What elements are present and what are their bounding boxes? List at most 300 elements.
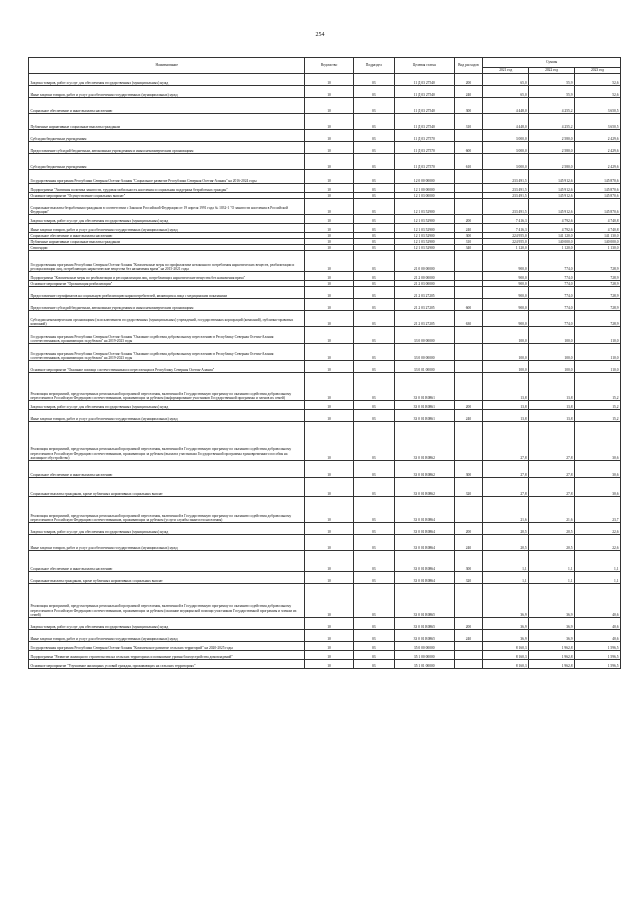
row-csr: 21 2 03 27205 — [394, 311, 454, 327]
budget-table — [28, 57, 621, 669]
row-vr: 240 — [454, 224, 483, 233]
row-2021: 7 416,3 — [483, 224, 529, 233]
row-vr: 300 — [454, 551, 483, 572]
row-2022: 774,0 — [529, 299, 575, 311]
row-name: Основное мероприятие "Улучшение жилищных условий граждан, проживающих на сельских территориях" — [29, 660, 305, 669]
row-csr: 12 1 03 52900 — [394, 199, 454, 215]
row-ved: 10 — [305, 642, 353, 651]
row-ved: 10 — [305, 130, 353, 142]
row-name: Закупка товаров, работ и услуг для обеспечения государственных (муниципальных) нужд — [29, 401, 305, 410]
row-name: Социальные выплаты гражданам, кроме публичных нормативных социальных выплат — [29, 478, 305, 497]
table-row — [29, 618, 621, 630]
row-2021: 20,5 — [483, 535, 529, 551]
row-razdel: 03 — [353, 327, 394, 344]
row-csr: 21 2 00 00000 — [394, 272, 454, 281]
row-2021: 20,5 — [483, 523, 529, 535]
row-2022: 1,1 — [529, 572, 575, 584]
row-2023: 110,0 — [575, 344, 621, 361]
row-2021: 4 448,0 — [483, 98, 529, 114]
row-name: Реализация мероприятий, предусмотренных региональной программой переселения, включенной в Государственную программу по оказанию содействия добровольному переселению в Российскую Федерацию соотечественников, проживающих за рубежом (информирование участников Государственной программы и членов их семей) — [29, 373, 305, 401]
row-name: Иные закупки товаров, работ и услуг для обеспечения государственных (муниципальных) нужд — [29, 410, 305, 422]
row-vr: 240 — [454, 630, 483, 642]
row-razdel: 03 — [353, 233, 394, 239]
row-name: Реализация мероприятий, предусмотренных региональной программой переселения, включенной в Государственную программу по оказанию содействия добровольному переселению в Российскую Федерацию соотечественников, проживающих за рубежом (услуги службы занятости населения) — [29, 497, 305, 523]
row-vr — [454, 130, 483, 142]
row-2023: 145 870,6 — [575, 184, 621, 193]
row-csr: 11 Д 03 27540 — [394, 74, 454, 86]
row-vr: 240 — [454, 86, 483, 98]
row-csr: 33 0 01 R0864 — [394, 551, 454, 572]
row-2022: 13,8 — [529, 373, 575, 401]
col-ved-header: Ведомство — [305, 58, 353, 74]
row-razdel: 03 — [353, 224, 394, 233]
row-2023: 40,6 — [575, 618, 621, 630]
row-ved: 10 — [305, 184, 353, 193]
row-vr: 320 — [454, 478, 483, 497]
row-2021: 900,0 — [483, 272, 529, 281]
row-2021: 7 416,3 — [483, 215, 529, 224]
row-name: Субсидии бюджетным учреждениям — [29, 154, 305, 170]
row-2022: 21,6 — [529, 497, 575, 523]
row-razdel: 03 — [353, 461, 394, 478]
row-2023: 2 429,6 — [575, 142, 621, 154]
row-ved: 10 — [305, 272, 353, 281]
row-name: Реализация мероприятий, предусмотренных региональной программой переселения, включенной в Государственную программу по оказанию содействия добровольному переселению в Российскую Федерацию соотечественников, проживающих за рубежом (оказание медицинской помощи участникам Государственной программы и членам их семей) — [29, 584, 305, 618]
table-row — [29, 287, 621, 299]
row-2021: 8 160,3 — [483, 660, 529, 669]
row-ved: 10 — [305, 497, 353, 523]
row-name: Социальные выплаты гражданам, кроме публичных нормативных социальных выплат — [29, 572, 305, 584]
table-row — [29, 114, 621, 130]
row-ved: 10 — [305, 572, 353, 584]
row-2023: 4 740,8 — [575, 215, 621, 224]
row-2021: 233 491,5 — [483, 184, 529, 193]
row-ved: 10 — [305, 660, 353, 669]
row-ved: 10 — [305, 233, 353, 239]
row-csr: 12 1 03 52900 — [394, 239, 454, 245]
row-csr: 11 Д 03 27540 — [394, 86, 454, 98]
row-csr: 33 0 01 R0861 — [394, 410, 454, 422]
row-ved: 10 — [305, 170, 353, 184]
table-row — [29, 422, 621, 461]
row-vr: 310 — [454, 239, 483, 245]
row-2021: 100,0 — [483, 361, 529, 373]
row-ved: 10 — [305, 422, 353, 461]
table-row — [29, 299, 621, 311]
table-row — [29, 130, 621, 142]
row-vr: 240 — [454, 410, 483, 422]
row-2022: 1 962,8 — [529, 642, 575, 651]
row-ved: 10 — [305, 193, 353, 199]
row-2021: 8 160,3 — [483, 642, 529, 651]
col-razdel-header: Подраздел — [353, 58, 394, 74]
row-razdel: 03 — [353, 74, 394, 86]
table-row — [29, 199, 621, 215]
row-vr — [454, 272, 483, 281]
row-2023: 145 870,6 — [575, 193, 621, 199]
row-name: Основное мероприятие "Организация реабилитации" — [29, 281, 305, 287]
row-csr: 33 0 00 00000 — [394, 344, 454, 361]
row-vr: 600 — [454, 299, 483, 311]
page-number: 254 — [315, 32, 325, 38]
row-vr: 630 — [454, 311, 483, 327]
row-csr: 33 0 01 R0864 — [394, 535, 454, 551]
row-2023: 30,6 — [575, 478, 621, 497]
table-row — [29, 361, 621, 373]
row-2022: 145 912,6 — [529, 170, 575, 184]
table-row — [29, 401, 621, 410]
row-ved: 10 — [305, 74, 353, 86]
row-2021: 27,8 — [483, 422, 529, 461]
table-row — [29, 272, 621, 281]
row-ved: 10 — [305, 299, 353, 311]
row-vr: 610 — [454, 154, 483, 170]
row-vr — [454, 184, 483, 193]
row-vr — [454, 497, 483, 523]
row-name: Субсидии некоммерческим организациям (за исключением государственных (муниципальных) учреждений, государственных корпораций (компаний), публично-правовых компаний) — [29, 311, 305, 327]
row-2022: 2 580,0 — [529, 154, 575, 170]
row-2023: 110,0 — [575, 361, 621, 373]
row-2022: 2 580,0 — [529, 142, 575, 154]
row-vr: 600 — [454, 142, 483, 154]
row-ved: 10 — [305, 618, 353, 630]
row-razdel: 03 — [353, 584, 394, 618]
col-vr-header: Вид расходов — [454, 58, 483, 74]
row-razdel: 03 — [353, 199, 394, 215]
row-ved: 10 — [305, 535, 353, 551]
row-2023: 22,6 — [575, 535, 621, 551]
row-ved: 10 — [305, 154, 353, 170]
table-row — [29, 98, 621, 114]
table-row — [29, 170, 621, 184]
row-2021: 900,0 — [483, 281, 529, 287]
row-ved: 10 — [305, 245, 353, 251]
row-name: Иные закупки товаров, работ и услуг для обеспечения государственных (муниципальных) нужд — [29, 535, 305, 551]
row-razdel: 03 — [353, 572, 394, 584]
row-razdel: 03 — [353, 130, 394, 142]
row-2021: 36,9 — [483, 584, 529, 618]
row-name: Иные закупки товаров, работ и услуг для обеспечения государственных (муниципальных) нужд — [29, 630, 305, 642]
row-name: Основное мероприятие "Осуществление социальных выплат" — [29, 193, 305, 199]
row-name: Государственная программа Республики Северная Осетия-Алания "Социальное развитие Республики Северная Осетия-Алания" на 2016-2024 годы — [29, 170, 305, 184]
row-razdel: 03 — [353, 272, 394, 281]
row-2023: 52,6 — [575, 74, 621, 86]
row-2023: 30,6 — [575, 422, 621, 461]
row-2023: 728,9 — [575, 251, 621, 272]
row-2021: 100,0 — [483, 327, 529, 344]
row-2021: 1,1 — [483, 551, 529, 572]
row-vr — [454, 422, 483, 461]
table-row — [29, 551, 621, 572]
row-vr — [454, 584, 483, 618]
row-2023: 40,6 — [575, 584, 621, 618]
table-row — [29, 311, 621, 327]
table-row — [29, 497, 621, 523]
table-row — [29, 630, 621, 642]
row-2022: 100,0 — [529, 327, 575, 344]
row-2021: 900,0 — [483, 287, 529, 299]
table-row — [29, 584, 621, 618]
row-ved: 10 — [305, 344, 353, 361]
table-row — [29, 224, 621, 233]
row-csr: 33 0 01 R0862 — [394, 422, 454, 461]
row-name: Социальное обеспечение и иные выплаты населению — [29, 233, 305, 239]
row-2022: 13,8 — [529, 410, 575, 422]
row-2023: 15,2 — [575, 373, 621, 401]
row-2023: 1,1 — [575, 551, 621, 572]
row-csr: 12 0 00 00000 — [394, 170, 454, 184]
row-csr: 33 0 01 R0865 — [394, 630, 454, 642]
row-csr: 12 1 03 52900 — [394, 245, 454, 251]
row-2021: 8 160,3 — [483, 651, 529, 660]
row-name: Подпрограмма "Активная политика занятости, трудовая мобильность населения и социальная поддержка безработных граждан" — [29, 184, 305, 193]
row-ved: 10 — [305, 478, 353, 497]
row-2022: 140 000,0 — [529, 239, 575, 245]
row-vr — [454, 642, 483, 651]
row-razdel: 03 — [353, 299, 394, 311]
row-2021: 224 955,0 — [483, 233, 529, 239]
row-csr: 33 0 00 00000 — [394, 327, 454, 344]
row-csr: 33 0 01 R0862 — [394, 478, 454, 497]
row-2021: 224 955,0 — [483, 239, 529, 245]
row-csr: 11 Д 03 27570 — [394, 130, 454, 142]
row-2022: 36,9 — [529, 584, 575, 618]
row-2022: 1 120,0 — [529, 245, 575, 251]
row-2023: 145 870,6 — [575, 199, 621, 215]
row-2023: 40,6 — [575, 630, 621, 642]
row-csr: 33 0 01 R0861 — [394, 401, 454, 410]
row-2022: 100,0 — [529, 361, 575, 373]
table-row — [29, 251, 621, 272]
row-name: Предоставление субсидий бюджетным, автономным учреждениям и иным некоммерческим организациям — [29, 299, 305, 311]
row-vr: 200 — [454, 523, 483, 535]
row-vr — [454, 287, 483, 299]
table-row — [29, 86, 621, 98]
row-2021: 36,9 — [483, 630, 529, 642]
row-2023: 23,7 — [575, 497, 621, 523]
col-2021-header: 2021 год — [483, 68, 529, 74]
row-ved: 10 — [305, 287, 353, 299]
row-name: Иные закупки товаров, работ и услуг для обеспечения государственных (муниципальных) нужд — [29, 224, 305, 233]
row-2021: 233 491,5 — [483, 199, 529, 215]
row-razdel: 03 — [353, 114, 394, 130]
row-vr: 200 — [454, 215, 483, 224]
row-vr: 340 — [454, 245, 483, 251]
row-razdel: 03 — [353, 154, 394, 170]
row-2023: 15,2 — [575, 401, 621, 410]
row-2023: 4 740,8 — [575, 224, 621, 233]
row-vr: 300 — [454, 98, 483, 114]
row-vr: 300 — [454, 461, 483, 478]
row-vr — [454, 251, 483, 272]
row-2021: 13,8 — [483, 373, 529, 401]
table-row — [29, 344, 621, 361]
row-2021: 13,8 — [483, 410, 529, 422]
row-name: Публичные нормативные социальные выплаты гражданам — [29, 239, 305, 245]
row-razdel: 03 — [353, 344, 394, 361]
table-row — [29, 523, 621, 535]
row-razdel: 03 — [353, 523, 394, 535]
row-razdel: 03 — [353, 311, 394, 327]
row-2022: 27,8 — [529, 422, 575, 461]
row-2022: 13,8 — [529, 401, 575, 410]
row-2022: 145 912,6 — [529, 184, 575, 193]
row-ved: 10 — [305, 630, 353, 642]
row-vr: 320 — [454, 572, 483, 584]
row-ved: 10 — [305, 311, 353, 327]
row-2023: 728,9 — [575, 311, 621, 327]
row-2023: 2 429,6 — [575, 154, 621, 170]
table-row — [29, 154, 621, 170]
table-row — [29, 142, 621, 154]
row-2022: 4 255,2 — [529, 98, 575, 114]
row-csr: 12 1 03 52900 — [394, 215, 454, 224]
row-2022: 774,0 — [529, 311, 575, 327]
row-razdel: 03 — [353, 642, 394, 651]
row-razdel: 03 — [353, 184, 394, 193]
row-vr: 310 — [454, 114, 483, 130]
row-name: Государственная программа Республики Северная Осетия-Алания "Комплексные меры по профилактике незаконного потребления наркотических веществ, реабилитации и ресоциализации лиц, потребляющих наркотические вещества без назначения врача" на 2015-2021 годы — [29, 251, 305, 272]
row-csr: 12 1 03 52900 — [394, 233, 454, 239]
row-name: Социальное обеспечение и иные выплаты населению — [29, 98, 305, 114]
row-ved: 10 — [305, 215, 353, 224]
row-razdel: 03 — [353, 401, 394, 410]
row-name: Подпрограмма "Комплексные меры по реабилитации и ресоциализации лиц, потребляющих наркотические вещества без назначения врача" — [29, 272, 305, 281]
row-ved: 10 — [305, 461, 353, 478]
row-razdel: 03 — [353, 142, 394, 154]
row-2023: 110,0 — [575, 327, 621, 344]
row-2022: 2 580,0 — [529, 130, 575, 142]
row-csr: 21 2 03 27205 — [394, 287, 454, 299]
row-2022: 145 912,6 — [529, 199, 575, 215]
col-2023-header: 2023 год — [575, 68, 621, 74]
row-ved: 10 — [305, 401, 353, 410]
row-csr: 33 0 01 R0864 — [394, 572, 454, 584]
row-2021: 65,0 — [483, 74, 529, 86]
table-body — [29, 74, 621, 669]
row-csr: 33 0 01 R0861 — [394, 373, 454, 401]
table-row — [29, 660, 621, 669]
row-razdel: 03 — [353, 239, 394, 245]
row-2023: 140 000,0 — [575, 239, 621, 245]
row-name: Подпрограмма "Развитие жилищного строительства на сельских территориях и повышение уровня благоустройства домовладений" — [29, 651, 305, 660]
row-csr: 33 0 01 R0864 — [394, 497, 454, 523]
row-vr: 300 — [454, 233, 483, 239]
row-vr — [454, 344, 483, 361]
row-2021: 233 491,5 — [483, 170, 529, 184]
row-ved: 10 — [305, 239, 353, 245]
row-2021: 900,0 — [483, 311, 529, 327]
row-2023: 3 650,5 — [575, 114, 621, 130]
row-csr: 11 Д 03 27540 — [394, 98, 454, 114]
row-2023: 145 870,6 — [575, 170, 621, 184]
row-2022: 27,8 — [529, 478, 575, 497]
row-2022: 141 120,0 — [529, 233, 575, 239]
row-2021: 3 000,0 — [483, 154, 529, 170]
table-row — [29, 373, 621, 401]
row-2022: 1,1 — [529, 551, 575, 572]
row-2022: 36,9 — [529, 630, 575, 642]
row-name: Закупка товаров, работ и услуг для обеспечения государственных (муниципальных) нужд — [29, 74, 305, 86]
row-csr: 12 1 03 52900 — [394, 224, 454, 233]
row-name: Государственная программа Республики Северная Осетия-Алания "Комплексное развитие сельских территорий" на 2020-2025 годы — [29, 642, 305, 651]
row-2022: 20,5 — [529, 523, 575, 535]
row-ved: 10 — [305, 651, 353, 660]
row-csr: 33 0 01 R0865 — [394, 618, 454, 630]
row-2023: 2 429,6 — [575, 130, 621, 142]
row-razdel: 03 — [353, 361, 394, 373]
row-csr: 21 0 00 00000 — [394, 251, 454, 272]
row-2023: 141 130,0 — [575, 233, 621, 239]
table-row — [29, 74, 621, 86]
row-csr: 12 1 03 00000 — [394, 193, 454, 199]
col-2022-header: 2022 год — [529, 68, 575, 74]
row-razdel: 03 — [353, 651, 394, 660]
row-name: Закупка товаров, работ и услуг для обеспечения государственных (муниципальных) нужд — [29, 523, 305, 535]
row-2022: 1 962,8 — [529, 660, 575, 669]
row-razdel: 03 — [353, 535, 394, 551]
row-csr: 21 2 03 00000 — [394, 281, 454, 287]
row-ved: 10 — [305, 281, 353, 287]
row-name: Иные закупки товаров, работ и услуг для обеспечения государственных (муниципальных) нужд — [29, 86, 305, 98]
row-csr: 11 Д 03 27570 — [394, 154, 454, 170]
row-razdel: 03 — [353, 251, 394, 272]
row-vr: 200 — [454, 74, 483, 86]
row-csr: 21 2 03 27205 — [394, 299, 454, 311]
row-razdel: 03 — [353, 245, 394, 251]
row-ved: 10 — [305, 224, 353, 233]
row-2021: 13,8 — [483, 401, 529, 410]
row-2022: 774,0 — [529, 272, 575, 281]
table-row — [29, 410, 621, 422]
row-razdel: 03 — [353, 410, 394, 422]
row-razdel: 03 — [353, 281, 394, 287]
row-2022: 4 255,2 — [529, 114, 575, 130]
row-2022: 55,9 — [529, 74, 575, 86]
row-ved: 10 — [305, 114, 353, 130]
row-2023: 728,9 — [575, 281, 621, 287]
row-2021: 900,0 — [483, 299, 529, 311]
row-vr — [454, 660, 483, 669]
row-2023: 728,9 — [575, 287, 621, 299]
row-razdel: 03 — [353, 373, 394, 401]
row-razdel: 03 — [353, 215, 394, 224]
row-2023: 15,2 — [575, 410, 621, 422]
row-vr — [454, 170, 483, 184]
row-2022: 1 962,8 — [529, 651, 575, 660]
row-ved: 10 — [305, 584, 353, 618]
row-name: Закупка товаров, работ и услуг для обеспечения государственных (муниципальных) нужд — [29, 618, 305, 630]
row-2022: 774,0 — [529, 287, 575, 299]
row-name: Субсидии бюджетным учреждениям — [29, 130, 305, 142]
row-csr: 33 0 01 00000 — [394, 361, 454, 373]
row-razdel: 03 — [353, 478, 394, 497]
row-ved: 10 — [305, 327, 353, 344]
row-2021: 900,0 — [483, 251, 529, 272]
row-vr: 200 — [454, 401, 483, 410]
row-2022: 55,9 — [529, 86, 575, 98]
table-row — [29, 535, 621, 551]
col-csr-header: Целевая статья — [394, 58, 454, 74]
row-name: Стипендии — [29, 245, 305, 251]
row-razdel: 03 — [353, 86, 394, 98]
row-ved: 10 — [305, 98, 353, 114]
row-razdel: 03 — [353, 618, 394, 630]
row-2022: 100,0 — [529, 344, 575, 361]
row-name: Социальное обеспечение и иные выплаты населению — [29, 461, 305, 478]
row-vr: 240 — [454, 535, 483, 551]
row-csr: 33 0 01 R0865 — [394, 584, 454, 618]
